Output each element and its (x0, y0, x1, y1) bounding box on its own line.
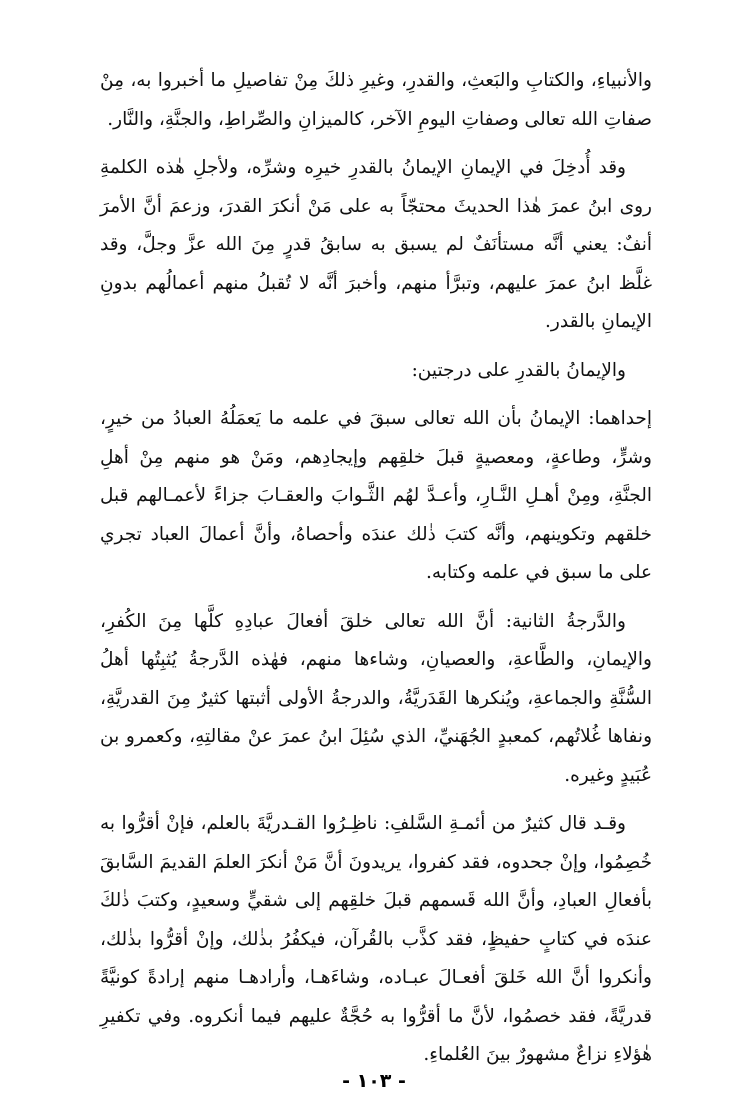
paragraph-5: والدَّرجةُ الثانية: أنَّ الله تعالى خلقَ أفعالَ عبادِهِ كلَّها مِنَ الكُفرِ، والإيمانِ، والطَّاعةِ، والعصيانِ، وشاءها منهم، فهٰذه الدَّرجةُ يُثبِتُها أهلُ السُّنَّةِ والجماعةِ، ويُنكرها القَدَريَّةُ، والدرجةُ الأولى أثبتها كثيرٌ مِنَ القدريَّةِ، ونفاها غُلاتُهم، كمعبدٍ الجُهَنيِّ، الذي سُئِلَ ابنُ عمرَ عنْ مقالتِهِ، وكعمرو بن عُبَيدٍ وغيره. (100, 610, 652, 786)
paragraph-3: والإيمانُ بالقدرِ على درجتين: (411, 359, 626, 381)
page-number: - ١٠٣ - (342, 1070, 406, 1092)
paragraph-4: إحداهما: الإيمانُ بأن الله تعالى سبقَ في علمه ما يَعمَلُهُ العبادُ من خيرٍ، وشرٍّ، وطاعةٍ، ومعصيةٍ قبلَ خلقِهم وإيجادِهم، ومَنْ هو منهم مِنْ أهلِ الجنَّةِ، ومِنْ أهـلِ النَّـارِ، وأعـدَّ لهُم الثَّـوابَ والعقـابَ جزاءً لأعمـالهم قبل خلقهم وتكوينهم، وأنَّه كتبَ ذٰلك عندَه وأحصاهُ، وأنَّ أعمالَ العباد تجري على ما سبق في علمه وكتابه. (100, 408, 652, 583)
paragraph-2: وقد أُدخِلَ في الإيمانِ الإيمانُ بالقدرِ خيرِه وشرِّه، ولأجلِ هٰذه الكلمةِ روى ابنُ عمرَ هٰذا الحديثَ محتجّاً به على مَنْ أنكرَ القدرَ، وزعمَ أنَّ الأمرَ أنفٌ: يعني أنَّه مستأنَفٌ لم يسبق به سابقُ قدرٍ مِنَ الله عزَّ وجلَّ، وقد غلَّظ ابنُ عمرَ عليهم، وتبرَّأ منهم، وأخبرَ أنَّه لا تُقبلُ منهم أعمالُهم بدونِ الإيمانِ بالقدر. (100, 157, 652, 332)
paragraph-1: والأنبياءِ، والكتابِ والبَعثِ، والقدرِ، وغيرِ ذلكَ مِنْ تفاصيلِ ما أخبروا به، مِنْ صفاتِ الله تعالى وصفاتِ اليومِ الآخر، كالميزانِ والصِّراطِ، والجنَّةِ، والنَّار. (100, 70, 652, 130)
paragraph-6: وقـد قال كثيرٌ من أئمـةِ السَّلفِ: ناظِـرُوا القـدريَّةَ بالعلم، فإنْ أقرُّوا به خُصِمُوا، وإنْ جحدوه، فقد كفروا، يريدونَ أنَّ مَنْ أنكرَ العلمَ القديمَ السَّابقَ بأفعالِ العبادِ، وأنَّ الله قَسمهم قبلَ خلقِهم إلى شقيٍّ وسعيدٍ، وكتبَ ذٰلكَ عندَه في كتابٍ حفيظٍ، فقد كذَّب بالقُرآن، فيكفُرُ بذٰلك، وإنْ أقرُّوا بذٰلك، وأنكروا أنَّ الله خَلقَ أفعـالَ عبـاده، وشاءَهـا، وأرادهـا منهم إرادةً كونيَّةً قدريَّةً، فقد خصمُوا، لأنَّ ما أقرُّوا به حُجَّةٌ عليهم فيما أنكروه. وفي تكفيرِ هٰؤلاءِ نزاعٌ مشهورٌ بينَ العُلماءِ. (100, 813, 652, 1065)
